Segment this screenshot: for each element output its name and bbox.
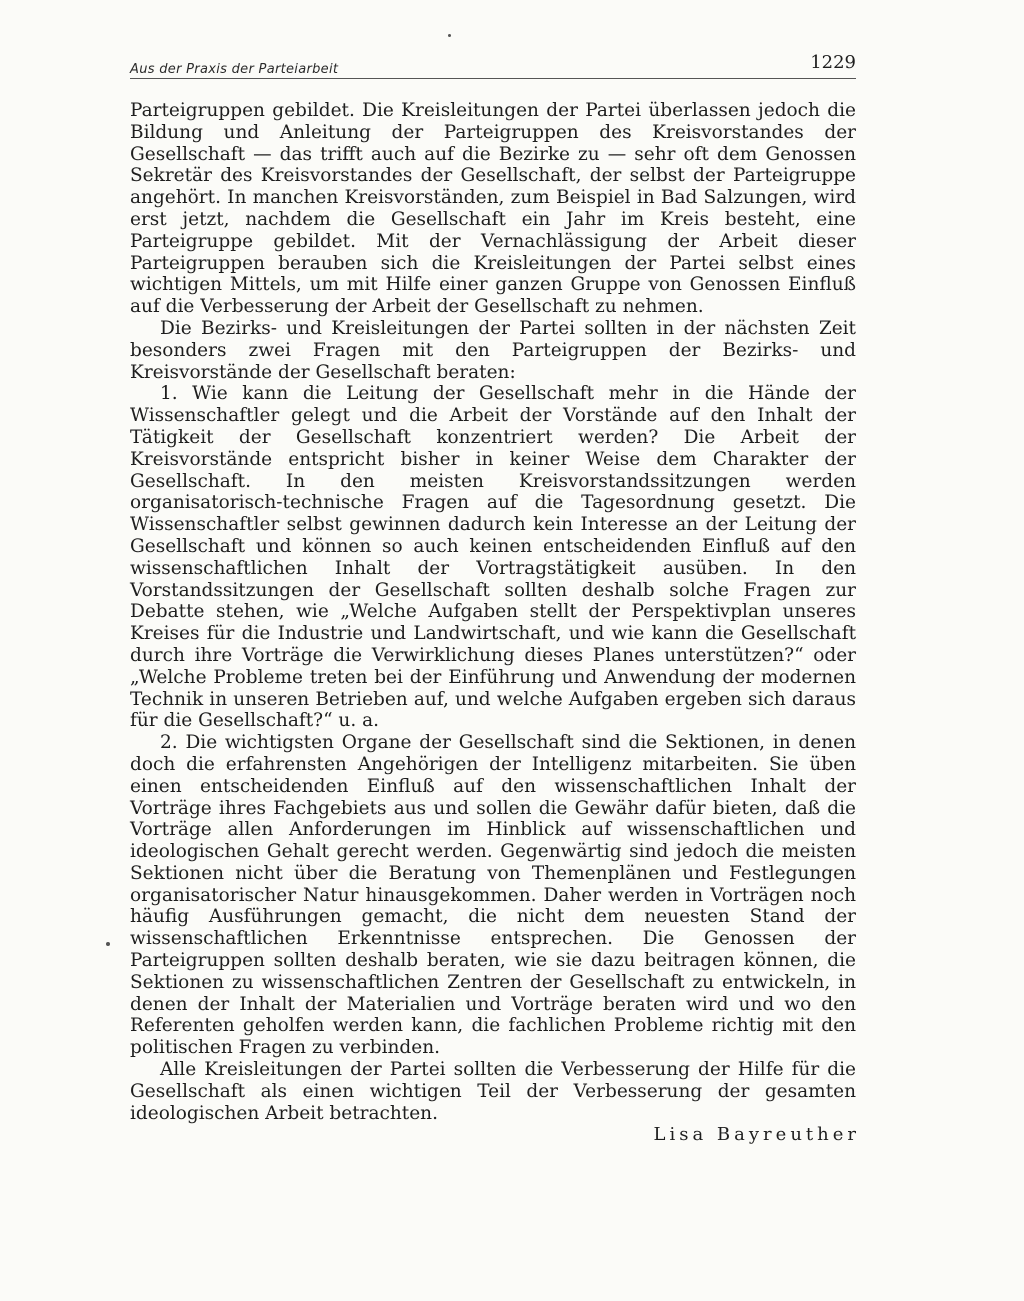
page-number: 1229	[810, 52, 856, 73]
paragraph-continuation: Parteigruppen gebildet. Die Kreisleitungen der Partei überlassen jedoch die Bildung und Anleitung der Parteigruppen des Kreisvorstandes der Gesellschaft — das trifft auch auf die Bezirke zu — sehr oft dem Genossen Sekretär des Kreisvorstandes der Gesellschaft, der selbst der Parteigruppe angehört. In manchen Kreisvorständen, zum Beispiel in Bad Salzungen, wird erst jetzt, nachdem die Gesellschaft ein Jahr im Kreis besteht, eine Parteigruppe gebildet. Mit der Vernachlässigung der Arbeit dieser Parteigruppen berauben sich die Kreisleitungen der Partei selbst eines wichtigen Mittels, um mit Hilfe einer ganzen Gruppe von Genossen Einfluß auf die Verbesserung der Arbeit der Gesellschaft zu nehmen.	[130, 100, 856, 318]
print-speck	[106, 942, 110, 946]
author-signature: Lisa Bayreuther	[653, 1124, 860, 1146]
article-body	[130, 100, 860, 1146]
page-header	[130, 50, 856, 78]
print-speck	[448, 34, 451, 37]
paragraph-conclusion: Alle Kreisleitungen der Partei sollten die Verbesserung der Hilfe für die Gesellschaft als einen wichtigen Teil der Verbesserung der gesamten ideologischen Arbeit betrachten.	[130, 1059, 856, 1124]
paragraph-question-2: 2. Die wichtigsten Organe der Gesellschaft sind die Sektionen, in denen doch die erfahrensten Angehörigen der Intelligenz mitarbeiten. Sie üben einen entscheidenden Einfluß auf den wissenschaftlichen Inhalt der Vorträge ihres Fachgebiets aus und sollen die Gewähr dafür bieten, daß die Vorträge allen Anforderungen im Hinblick auf wissenschaftlichen und ideologischen Gehalt gerecht werden. Gegenwärtig sind jedoch die meisten Sektionen nicht über die Beratung von Themenplänen und Festlegungen organisatorischer Natur hinausgekommen. Daher werden in Vorträgen noch häufig Ausführungen gemacht, die nicht dem neuesten Stand der wissenschaftlichen Erkenntnisse entsprechen. Die Genossen der Parteigruppen sollten deshalb beraten, wie sie dazu beitragen können, die Sektionen zu wissenschaftlichen Zentren der Gesellschaft zu entwickeln, in denen der Inhalt der Materialien und Vorträge beraten wird und wo den Referenten geholfen werden kann, die fachlichen Probleme richtig mit den politischen Fragen zu verbinden.	[130, 732, 856, 1059]
header-rule	[130, 78, 856, 79]
paragraph-intro-questions: Die Bezirks- und Kreisleitungen der Partei sollten in der nächsten Zeit besonders zwei Fragen mit den Parteigruppen der Bezirks- und Kreisvorstände der Gesellschaft beraten:	[130, 317, 856, 383]
running-head: Aus der Praxis der Parteiarbeit	[130, 62, 339, 77]
paragraph-question-1: 1. Wie kann die Leitung der Gesellschaft mehr in die Hände der Wissenschaftler gelegt und die Arbeit der Vorstände auf den Inhalt der Tätigkeit der Gesellschaft konzentriert werden? Die Arbeit der Kreisvorstände entspricht bisher in keiner Weise dem Charakter der Gesellschaft. In den meisten Kreisvorstandssitzungen werden organisatorisch-technische Fragen auf die Tagesordnung gesetzt. Die Wissenschaftler selbst gewinnen dadurch kein Interesse an der Leitung der Gesellschaft und können so auch keinen entscheidenden Einfluß auf den wissenschaftlichen Inhalt der Vortragstätigkeit ausüben. In den Vorstandssitzungen der Gesellschaft sollten deshalb solche Fragen zur Debatte stehen, wie „Welche Aufgaben stellt der Perspektivplan unseres Kreises für die Industrie und Landwirtschaft, und wie kann die Gesellschaft durch ihre Vorträge die Verwirklichung dieses Planes unterstützen?“ oder „Welche Probleme treten bei der Einführung und Anwendung der modernen Technik in unseren Betrieben auf, und welche Aufgaben ergeben sich daraus für die Gesellschaft?“ u. a.	[130, 383, 856, 732]
